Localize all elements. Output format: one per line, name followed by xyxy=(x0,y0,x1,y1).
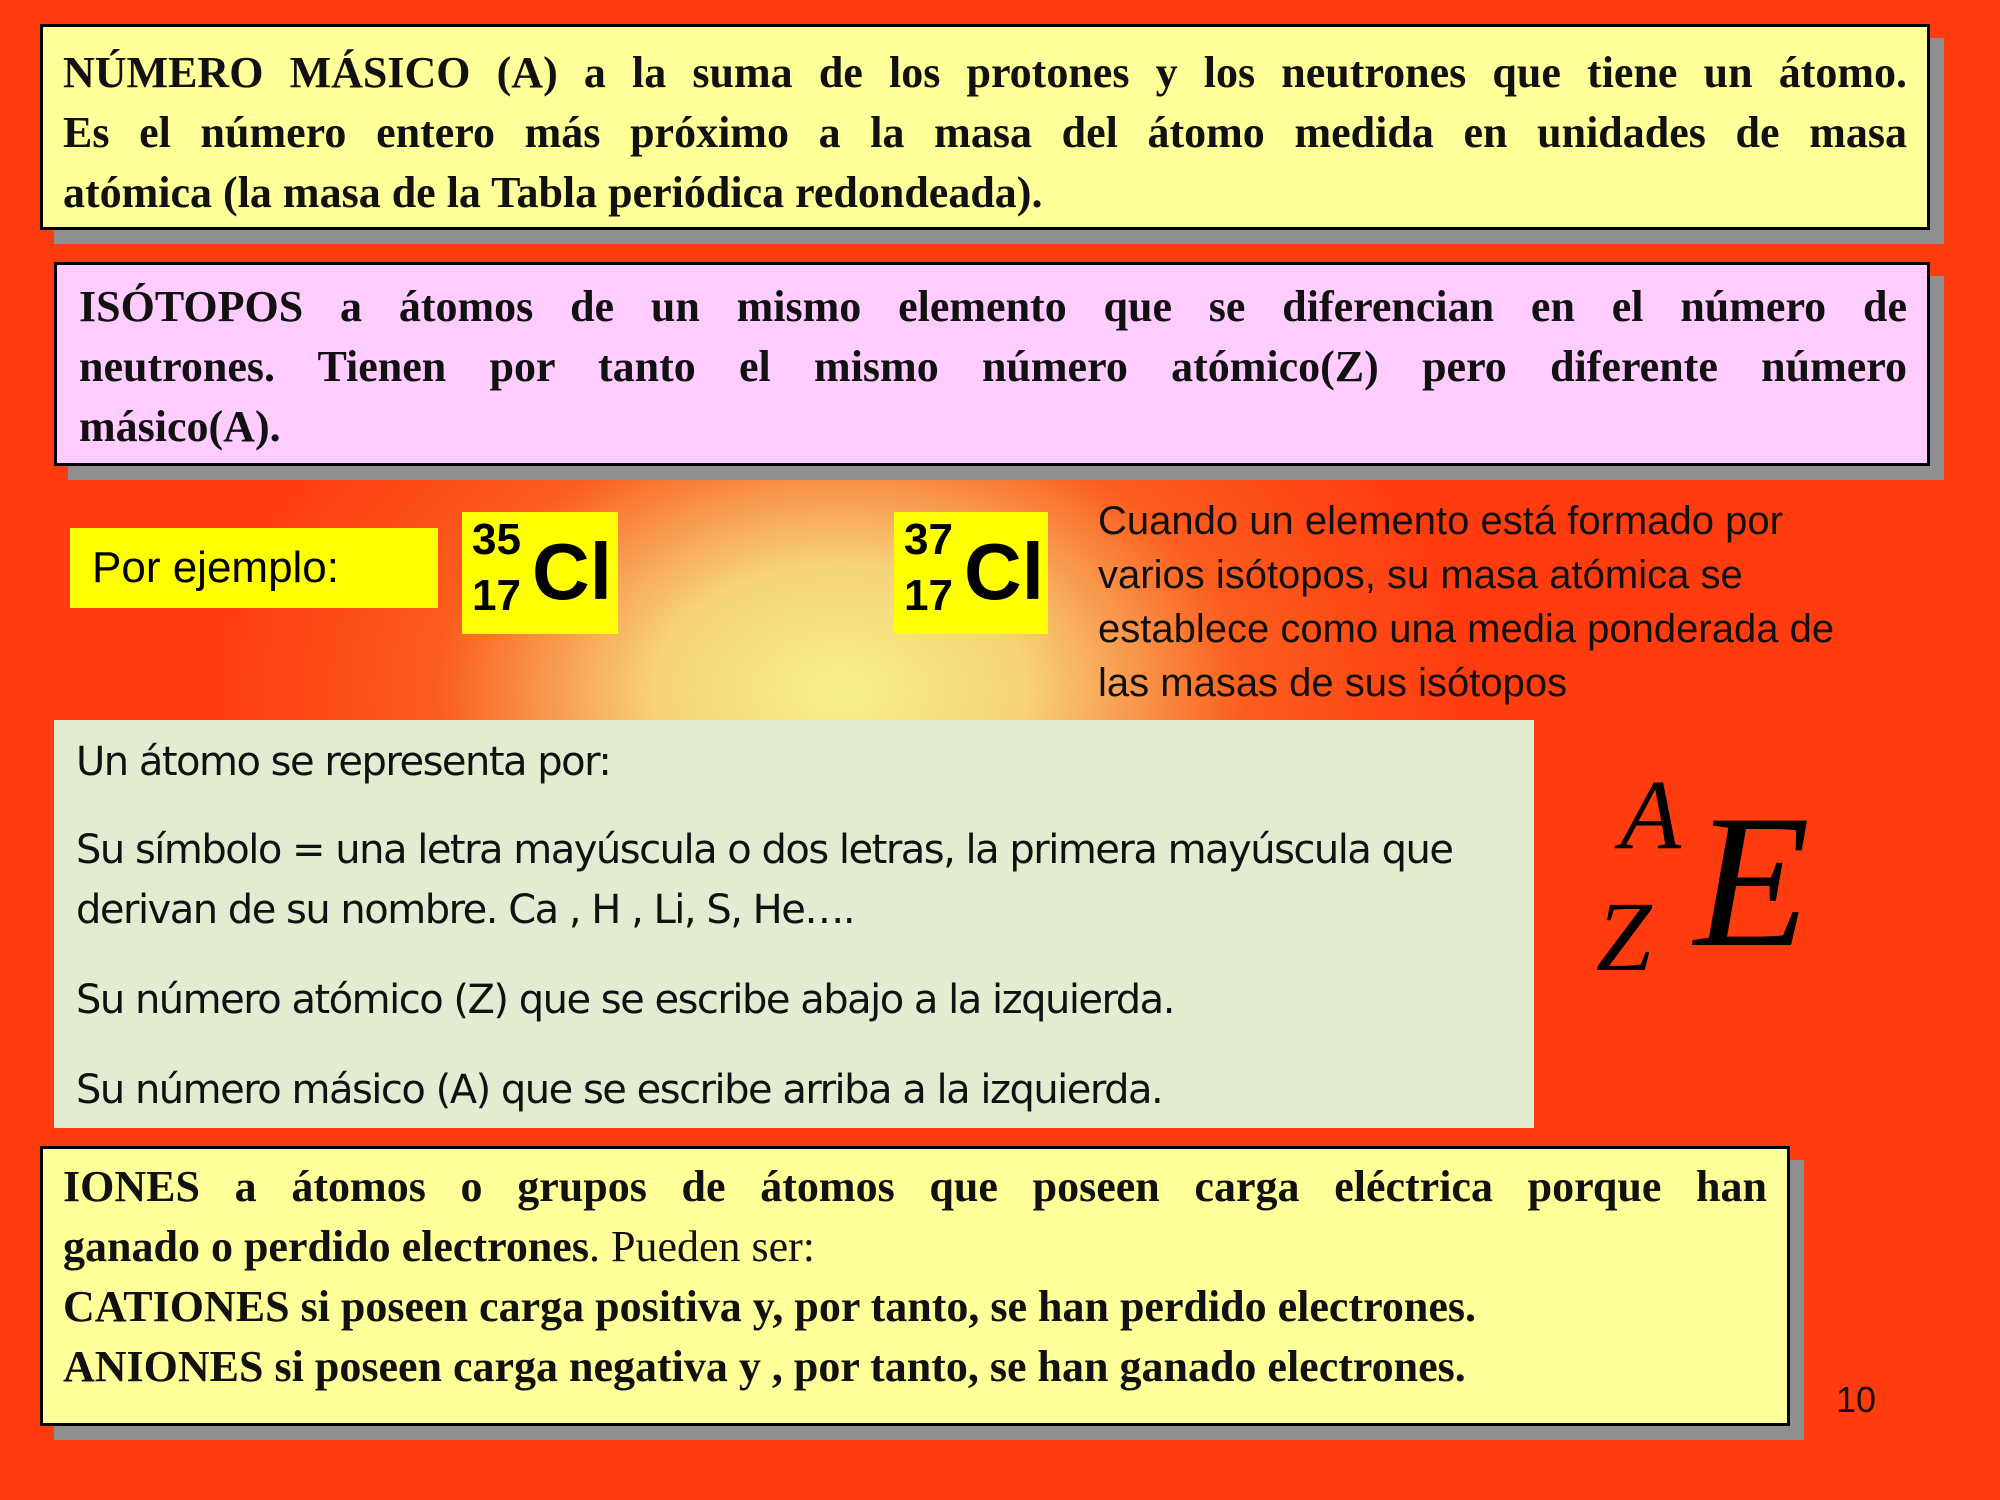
representation-mass-number: Su número másico (A) que se escribe arriba a la izquierda. xyxy=(76,1067,1163,1113)
ions-line-1 xyxy=(63,1157,1767,1217)
cations-definition: si poseen carga positiva y, por tanto, se han perdido electrones. xyxy=(300,1282,1476,1331)
isotope-chlorine-35 xyxy=(462,512,618,634)
ions-line-2 xyxy=(63,1217,1767,1277)
ions-definition: a átomos o grupos de átomos que poseen carga eléctrica porque han xyxy=(234,1162,1768,1211)
example-label: Por ejemplo: xyxy=(70,528,438,608)
representation-symbol-line-1: Su símbolo = una letra mayúscula o dos letras, la primera mayúscula que xyxy=(76,827,1453,873)
notation-element-symbol: E xyxy=(1694,777,1811,987)
isotope-1-mass-number: 35 xyxy=(472,515,521,564)
weighted-note-line-4: las masas de sus isótopos xyxy=(1098,661,1568,705)
isotopes-term: ISÓTOPOS xyxy=(79,282,304,331)
weighted-note-line-2: varios isótopos, su masa atómica se xyxy=(1098,553,1743,597)
ions-term: IONES xyxy=(63,1162,200,1211)
isotope-1-atomic-number: 17 xyxy=(472,571,521,620)
isotopes-box xyxy=(54,262,1930,466)
notation-mass-number: A xyxy=(1620,759,1682,870)
weighted-mass-note xyxy=(1098,494,1978,710)
isotope-2-mass-number: 37 xyxy=(904,515,953,564)
isotopes-line-3: másico(A). xyxy=(79,402,281,451)
cations-term: CATIONES xyxy=(63,1282,290,1331)
isotopes-definition: a átomos de un mismo elemento que se diferencian en el número de xyxy=(340,282,1908,331)
ions-can-be: . Pueden ser: xyxy=(588,1222,816,1271)
mass-number-line-1 xyxy=(63,43,1907,103)
ions-gained-lost: ganado o perdido electrones xyxy=(63,1222,589,1271)
mass-number-line-3: atómica (la masa de la Tabla periódica redondeada). xyxy=(63,168,1043,217)
notation-atomic-number: Z xyxy=(1596,881,1652,992)
mass-number-line-2: Es el número entero más próximo a la masa del átomo medida en unidades de masa xyxy=(63,108,1907,157)
isotope-chlorine-37 xyxy=(894,512,1048,634)
anions-term: ANIONES xyxy=(63,1342,264,1391)
nuclide-notation xyxy=(1590,759,1850,1005)
isotope-2-symbol: Cl xyxy=(964,527,1044,616)
anions-definition: si poseen carga negativa y , por tanto, se han ganado electrones. xyxy=(274,1342,1466,1391)
representation-intro: Un átomo se representa por: xyxy=(76,739,611,785)
isotopes-line-2: neutrones. Tienen por tanto el mismo número atómico(Z) pero diferente número xyxy=(79,342,1907,391)
atom-representation-box xyxy=(54,720,1534,1128)
cations-line xyxy=(63,1277,1767,1337)
isotope-1-symbol: Cl xyxy=(532,527,612,616)
ions-box xyxy=(40,1146,1790,1426)
mass-number-term: NÚMERO MÁSICO (A) xyxy=(63,48,558,97)
representation-atomic-number: Su número atómico (Z) que se escribe abajo a la izquierda. xyxy=(76,977,1174,1023)
page-number: 10 xyxy=(1836,1379,1877,1420)
isotope-2-atomic-number: 17 xyxy=(904,571,953,620)
mass-number-definition: a la suma de los protones y los neutrones que tiene un átomo. xyxy=(583,48,1907,97)
weighted-note-line-1: Cuando un elemento está formado por xyxy=(1098,499,1783,543)
weighted-note-line-3: establece como una media ponderada de xyxy=(1098,607,1835,651)
isotopes-line-1 xyxy=(79,277,1907,337)
anions-line xyxy=(63,1337,1767,1397)
representation-symbol-line-2: derivan de su nombre. Ca , H , Li, S, He…. xyxy=(76,887,855,933)
mass-number-box xyxy=(40,24,1930,230)
